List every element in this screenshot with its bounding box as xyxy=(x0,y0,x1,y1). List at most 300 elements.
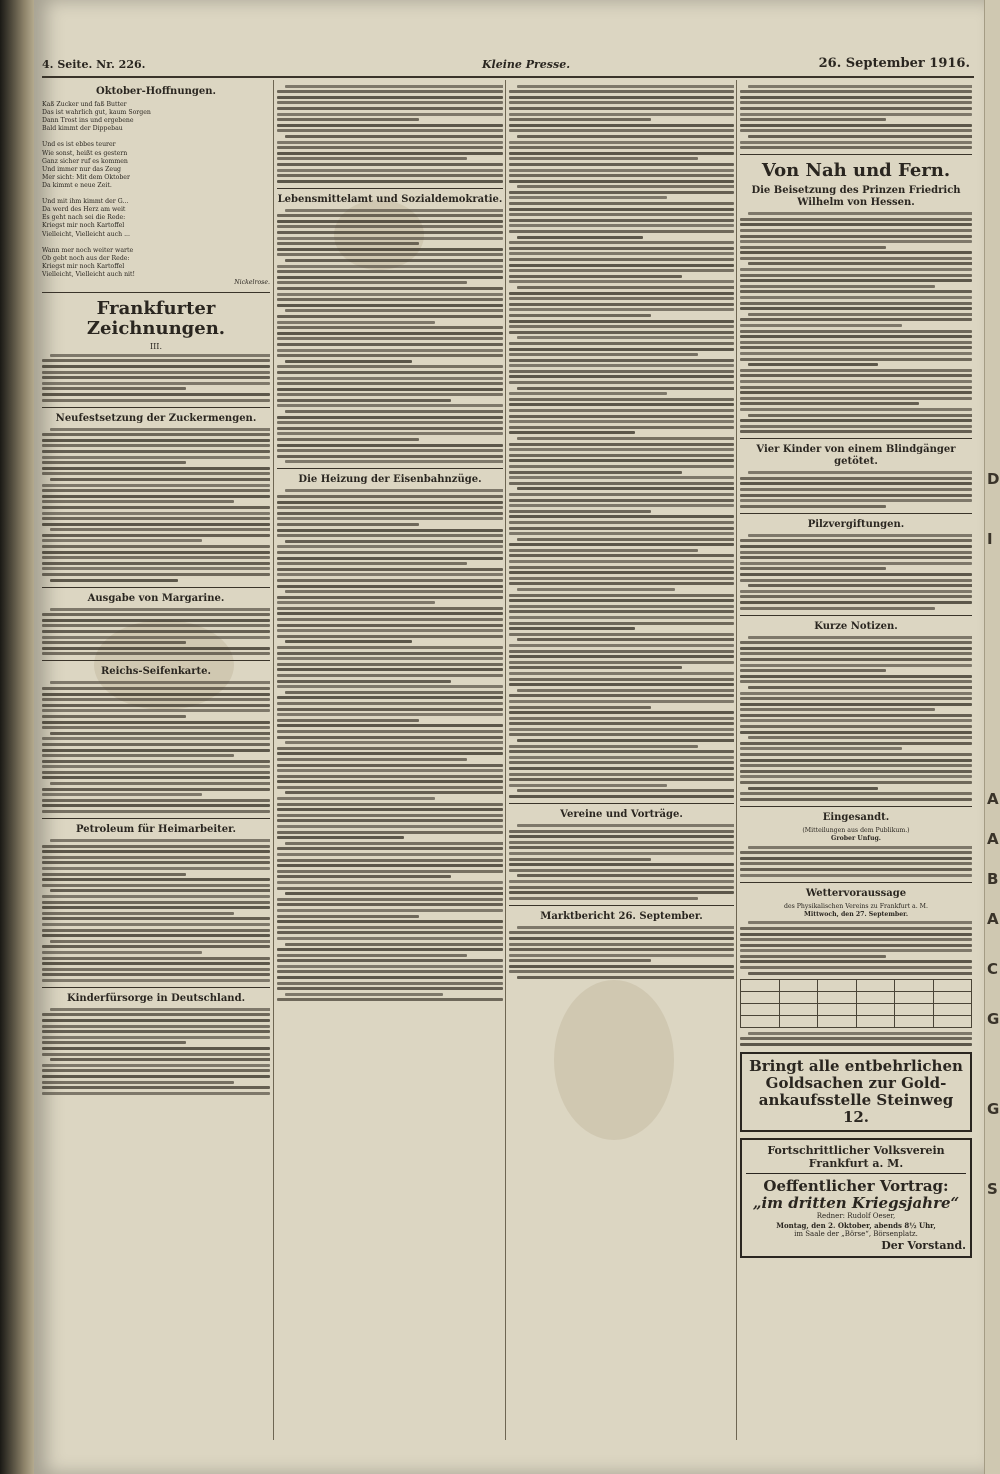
text-line xyxy=(509,891,734,894)
text-line xyxy=(509,107,734,110)
text-line xyxy=(277,107,503,110)
text-line xyxy=(740,101,972,104)
text-line xyxy=(42,573,270,576)
text-line xyxy=(42,472,270,475)
text-line xyxy=(277,354,503,357)
adjacent-page-edge xyxy=(984,0,1000,1474)
text-line xyxy=(740,96,972,99)
article-petroleum-body xyxy=(42,839,270,982)
text-line xyxy=(42,776,270,779)
text-line xyxy=(740,330,972,333)
text-line xyxy=(509,527,734,530)
text-line xyxy=(277,775,503,778)
text-line xyxy=(277,736,503,739)
text-line xyxy=(740,129,972,132)
text-line xyxy=(748,736,972,739)
text-line xyxy=(277,702,503,705)
text-line xyxy=(277,847,503,850)
book-binding xyxy=(0,0,34,1474)
column-3 xyxy=(509,82,734,1432)
text-line xyxy=(509,863,734,866)
text-line xyxy=(277,163,503,166)
text-line xyxy=(740,296,972,299)
text-line xyxy=(285,741,503,744)
text-line xyxy=(517,336,734,339)
text-line xyxy=(740,341,972,344)
text-line xyxy=(42,861,270,864)
text-line xyxy=(740,408,972,411)
text-line xyxy=(42,1047,270,1050)
text-line xyxy=(42,433,270,436)
text-line xyxy=(42,856,270,859)
text-line xyxy=(509,627,635,630)
text-line xyxy=(42,906,270,909)
text-line xyxy=(277,298,503,301)
text-line xyxy=(509,258,734,261)
text-line xyxy=(748,686,972,689)
text-line xyxy=(517,387,734,390)
article-heizung-body xyxy=(277,489,503,1001)
text-line xyxy=(42,901,270,904)
poem-line: Da werd des Herz am weit xyxy=(42,206,126,214)
text-line xyxy=(509,342,734,345)
text-line xyxy=(277,629,503,632)
text-line xyxy=(277,393,503,396)
text-line xyxy=(277,432,503,435)
text-line xyxy=(277,157,467,160)
column-2 xyxy=(277,82,503,1432)
text-line xyxy=(740,1037,972,1040)
text-line xyxy=(277,253,503,256)
text-line xyxy=(517,286,734,289)
text-line xyxy=(740,590,972,593)
text-line xyxy=(277,449,503,452)
text-line xyxy=(277,747,503,750)
text-line xyxy=(740,680,972,683)
text-line xyxy=(42,456,270,459)
text-line xyxy=(277,825,503,828)
text-line xyxy=(509,224,734,227)
text-line xyxy=(277,523,419,526)
text-line xyxy=(277,915,419,918)
poem-line: Dann Trost ins und ergebene xyxy=(42,117,134,125)
text-line xyxy=(509,683,734,686)
text-line xyxy=(42,382,270,385)
text-line xyxy=(509,499,734,502)
text-line xyxy=(50,782,270,785)
edge-letter: G xyxy=(987,1010,1000,1028)
poem-line: Bald kimmt der Dippebau xyxy=(42,125,123,133)
text-line xyxy=(42,973,270,976)
text-line xyxy=(42,467,270,470)
text-line xyxy=(509,835,734,838)
text-line xyxy=(740,607,935,610)
text-line xyxy=(277,814,503,817)
text-line xyxy=(285,590,503,593)
text-line xyxy=(277,764,503,767)
text-line xyxy=(277,365,503,368)
text-line xyxy=(740,798,972,801)
text-line xyxy=(277,343,503,346)
page-header xyxy=(42,58,974,78)
text-line xyxy=(42,1086,270,1089)
text-line xyxy=(42,461,186,464)
text-line xyxy=(509,146,734,149)
text-line xyxy=(277,404,503,407)
text-line xyxy=(285,489,503,492)
text-line xyxy=(42,652,270,655)
text-line xyxy=(740,419,972,422)
text-line xyxy=(285,540,503,543)
text-line xyxy=(509,717,734,720)
text-line xyxy=(277,898,503,901)
article-zucker-body xyxy=(42,428,270,582)
text-line xyxy=(740,124,972,127)
text-line xyxy=(277,573,503,576)
text-line xyxy=(42,1053,270,1056)
text-line xyxy=(42,737,270,740)
text-line xyxy=(42,450,270,453)
text-line xyxy=(740,955,886,958)
text-line xyxy=(277,926,503,929)
text-line xyxy=(285,135,503,138)
text-line xyxy=(42,1075,270,1078)
text-line xyxy=(42,704,270,707)
text-line xyxy=(740,218,972,221)
text-line xyxy=(50,1008,270,1011)
text-line xyxy=(509,610,734,613)
text-line xyxy=(740,374,972,377)
local-news-body xyxy=(509,85,734,798)
ad-vortrag-line-2: „im dritten Kriegsjahre“ xyxy=(752,1193,960,1212)
text-line xyxy=(740,425,972,428)
text-line xyxy=(277,719,419,722)
text-line xyxy=(509,420,734,423)
text-line xyxy=(509,694,734,697)
text-line xyxy=(509,247,734,250)
text-line xyxy=(748,363,878,366)
text-line xyxy=(277,948,503,951)
text-line xyxy=(509,403,734,406)
text-line xyxy=(277,808,503,811)
text-line xyxy=(42,387,186,390)
text-line xyxy=(509,711,734,714)
text-line xyxy=(509,180,734,183)
text-line xyxy=(509,830,734,833)
text-line xyxy=(277,635,503,638)
text-line xyxy=(277,545,503,548)
heading-seifenkarte: Reichs-Seifenkarte. xyxy=(100,666,212,678)
text-line xyxy=(748,212,972,215)
text-line xyxy=(509,375,734,378)
heading-zeichnungen: Frankfurter Zeichnungen. xyxy=(86,298,226,340)
text-line xyxy=(509,348,734,351)
text-line xyxy=(740,391,972,394)
text-line xyxy=(277,982,503,985)
text-line xyxy=(42,726,270,729)
text-line xyxy=(277,646,503,649)
poem xyxy=(42,101,270,279)
text-line xyxy=(42,845,270,848)
text-line xyxy=(277,551,503,554)
text-line xyxy=(509,101,734,104)
text-line xyxy=(277,668,503,671)
text-line xyxy=(517,135,734,138)
text-line xyxy=(509,280,734,283)
text-line xyxy=(277,674,503,677)
text-line xyxy=(509,543,734,546)
text-line xyxy=(277,612,503,615)
text-line xyxy=(509,846,734,849)
poem-author: Nickelrose. xyxy=(234,279,270,287)
heading-wetter: Wettervoraussage xyxy=(805,887,907,899)
text-line xyxy=(42,1019,270,1022)
text-line xyxy=(42,567,270,570)
text-line xyxy=(277,495,503,498)
article-kinderfuersorge-body xyxy=(42,1008,270,1095)
text-line xyxy=(748,921,972,924)
text-line xyxy=(42,545,270,548)
text-line xyxy=(509,169,734,172)
article-kurze-notizen-body xyxy=(740,636,972,801)
text-line xyxy=(740,697,972,700)
text-line xyxy=(740,386,972,389)
text-line xyxy=(277,965,503,968)
text-line xyxy=(740,658,972,661)
text-line xyxy=(509,869,734,872)
text-line xyxy=(740,669,886,672)
text-line xyxy=(277,421,503,424)
text-line xyxy=(740,494,972,497)
text-line xyxy=(509,415,734,418)
text-line xyxy=(740,335,972,338)
poem-line: Wie sonst, heißt es gestern xyxy=(42,149,128,157)
text-line xyxy=(740,318,972,321)
text-line xyxy=(509,202,734,205)
text-line xyxy=(42,619,270,622)
article-pilzvergiftungen-body xyxy=(740,534,972,610)
text-line xyxy=(277,954,467,957)
poem-line: Ob gebt noch aus der Rede: xyxy=(42,254,130,262)
text-line xyxy=(509,880,734,883)
text-line xyxy=(42,489,270,492)
text-line xyxy=(509,364,734,367)
text-line xyxy=(509,549,698,552)
text-line xyxy=(50,528,270,531)
text-line xyxy=(509,666,682,669)
text-line xyxy=(42,562,270,565)
text-line xyxy=(277,506,503,509)
text-line xyxy=(509,124,734,127)
article-beisetzung-body xyxy=(740,212,972,433)
text-line xyxy=(740,113,972,116)
text-line xyxy=(42,1092,270,1095)
text-line xyxy=(740,240,972,243)
text-line xyxy=(285,209,503,212)
text-line xyxy=(50,889,270,892)
edge-letter: A xyxy=(987,910,999,928)
text-line xyxy=(509,778,734,781)
text-line xyxy=(509,784,667,787)
text-line xyxy=(509,577,734,580)
text-line xyxy=(277,332,503,335)
text-line xyxy=(277,129,503,132)
heading-lebensmittelamt: Lebensmittelamt und Sozialdemokratie. xyxy=(277,193,503,205)
text-line xyxy=(509,745,698,748)
text-line xyxy=(42,743,270,746)
text-line xyxy=(509,644,734,647)
text-line xyxy=(509,756,734,759)
text-line xyxy=(740,862,972,865)
text-line xyxy=(509,448,734,451)
heading-zucker: Neufestsetzung der Zuckermengen. xyxy=(55,412,257,424)
poem-line: Kriegst mir noch Kartoffel xyxy=(42,262,125,270)
text-line xyxy=(740,274,972,277)
poem-line: Und es ist ebbes teurer xyxy=(42,141,116,149)
text-line xyxy=(277,377,503,380)
text-line xyxy=(50,940,270,943)
text-line xyxy=(517,976,734,979)
text-line xyxy=(509,269,734,272)
article-continued-body xyxy=(277,85,503,183)
text-line xyxy=(748,636,972,639)
text-line xyxy=(740,747,902,750)
text-line xyxy=(277,758,467,761)
text-line xyxy=(509,129,734,132)
ad-vortrag-sign: Der Vorstand. xyxy=(881,1238,966,1252)
text-line xyxy=(740,146,972,149)
text-line xyxy=(277,146,503,149)
text-line xyxy=(740,118,886,121)
text-line xyxy=(509,213,734,216)
text-line xyxy=(42,500,234,503)
text-line xyxy=(42,793,202,796)
text-line xyxy=(509,264,734,267)
text-line xyxy=(740,251,972,254)
text-line xyxy=(509,325,734,328)
text-line xyxy=(509,443,734,446)
text-line xyxy=(509,431,635,434)
text-line xyxy=(740,719,972,722)
text-line xyxy=(509,504,734,507)
text-line xyxy=(509,320,734,323)
text-line xyxy=(42,641,186,644)
text-line xyxy=(509,297,734,300)
text-line xyxy=(277,730,503,733)
ad-vortrag-line-1: Oeffentlicher Vortrag: xyxy=(763,1176,949,1195)
text-line xyxy=(277,231,503,234)
text-line xyxy=(748,135,972,138)
text-line xyxy=(740,279,972,282)
text-line xyxy=(740,770,972,773)
text-line xyxy=(277,118,419,121)
text-line xyxy=(509,700,734,703)
text-line xyxy=(42,749,270,752)
text-line xyxy=(42,1064,270,1067)
text-line xyxy=(509,965,734,968)
text-line xyxy=(509,409,734,412)
text-line xyxy=(740,579,972,582)
text-line xyxy=(740,567,886,570)
ad-vortrag-speaker: Redner: Rudolf Oeser, xyxy=(816,1211,896,1220)
text-line xyxy=(42,1069,270,1072)
text-line xyxy=(277,214,503,217)
text-line xyxy=(517,588,675,591)
text-line xyxy=(509,370,734,373)
text-line xyxy=(42,968,270,971)
text-line xyxy=(42,715,186,718)
text-line xyxy=(740,764,972,767)
text-line xyxy=(740,324,902,327)
text-line xyxy=(740,562,972,565)
text-line xyxy=(277,780,503,783)
text-line xyxy=(285,943,503,946)
text-line xyxy=(277,970,503,973)
text-line xyxy=(42,534,270,537)
text-line xyxy=(277,512,503,515)
text-line xyxy=(277,444,503,447)
text-line xyxy=(277,337,503,340)
text-line xyxy=(740,692,972,695)
text-line xyxy=(509,515,734,518)
edge-letter: B xyxy=(987,870,999,888)
text-line xyxy=(509,381,734,384)
text-line xyxy=(740,874,972,877)
text-line xyxy=(277,90,503,93)
text-line xyxy=(509,650,734,653)
text-line xyxy=(509,931,734,934)
text-line xyxy=(509,858,651,861)
text-line xyxy=(740,703,972,706)
text-line xyxy=(42,957,270,960)
text-line xyxy=(42,721,270,724)
ad-gold-line-2: Goldsachen zur Gold- xyxy=(765,1073,947,1092)
text-line xyxy=(509,118,651,121)
edge-letter: G xyxy=(987,1100,1000,1118)
text-line xyxy=(42,556,270,559)
text-line xyxy=(509,761,734,764)
text-line xyxy=(740,938,972,941)
text-line xyxy=(277,225,503,228)
text-line xyxy=(277,557,503,560)
heading-marktbericht: Marktbericht 26. September. xyxy=(540,910,703,922)
text-line xyxy=(740,595,972,598)
text-line xyxy=(277,752,503,755)
text-line xyxy=(277,797,435,800)
text-line xyxy=(285,993,443,996)
text-line xyxy=(509,353,698,356)
text-line xyxy=(277,101,503,104)
text-line xyxy=(42,1030,270,1033)
text-line xyxy=(509,560,734,563)
text-line xyxy=(740,257,972,260)
text-line xyxy=(277,836,404,839)
text-line xyxy=(50,428,270,431)
text-line xyxy=(277,769,503,772)
text-line xyxy=(748,313,972,316)
article-vereine-body xyxy=(509,824,734,900)
poem-line xyxy=(42,239,270,247)
heading-zeichnungen-sub: III. xyxy=(149,342,163,352)
text-line xyxy=(277,987,503,990)
text-line xyxy=(277,931,503,934)
text-line xyxy=(42,371,270,374)
edge-letter: A xyxy=(987,790,999,808)
text-line xyxy=(517,824,734,827)
article-wetter-body xyxy=(740,921,972,974)
wetter-subtitle: des Physikalischen Vereins zu Frankfurt a. M. xyxy=(784,902,928,910)
text-line xyxy=(509,157,698,160)
